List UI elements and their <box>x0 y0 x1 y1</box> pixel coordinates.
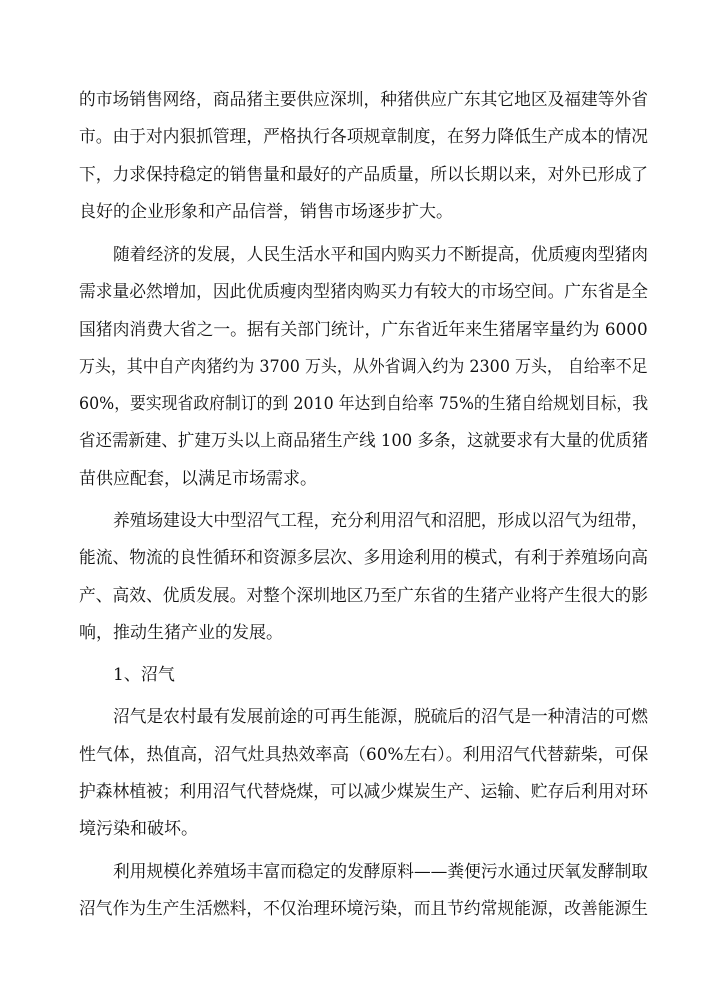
text-line: 沼气是农村最有发展前途的可再生能源，脱硫后的沼气是一种清洁的可燃 <box>113 707 649 727</box>
text-line: 市。由于对内狠抓管理，严格执行各项规章制度，在努力降低生产成本的情况 <box>79 127 648 147</box>
text-line: 利用规模化养殖场丰富而稳定的发酵原料——粪便污水通过厌氧发酵制取 <box>113 862 649 882</box>
text-line: 随着经济的发展，人民生活水平和国内购买力不断提高，优质瘦肉型猪肉 <box>113 245 649 265</box>
text-line: 能流、物流的良性循环和资源多层次、多用途利用的模式，有利于养殖场向高 <box>79 548 648 568</box>
text-line: 养殖场建设大中型沼气工程，充分利用沼气和沼肥，形成以沼气为纽带， <box>113 511 649 531</box>
text-line: 产、高效、优质发展。对整个深圳地区乃至广东省的生猪产业将产生很大的影 <box>79 586 648 606</box>
text-line: 60%，要实现省政府制订的到 2010 年达到自给率 75%的生猪自给规划目标，我 <box>79 394 649 414</box>
text-line: 需求量必然增加，因此优质瘦肉型猪肉购买力有较大的市场空间。广东省是全 <box>79 282 648 302</box>
text-line: 沼气作为生产生活燃料，不仅治理环境污染，而且节约常规能源，改善能源生 <box>79 899 648 919</box>
text-line: 境污染和破坏。 <box>79 819 198 839</box>
text-line: 苗供应配套，以满足市场需求。 <box>79 469 317 489</box>
text-line: 下，力求保持稳定的销售量和最好的产品质量，所以长期以来，对外已形成了 <box>79 165 648 185</box>
text-line: 万头，其中自产肉猪约为 3700 万头，从外省调入约为 2300 万头， 自给率不足 <box>79 357 648 377</box>
text-line: 性气体，热值高，沼气灶具热效率高（60%左右）。利用沼气代替薪柴，可保 <box>79 745 649 765</box>
section-heading: 1、沼气 <box>113 665 175 685</box>
text-line: 响，推动生猪产业的发展。 <box>79 623 283 643</box>
text-line: 的市场销售网络，商品猪主要供应深圳，种猪供应广东其它地区及福建等外省 <box>79 90 648 110</box>
text-line: 国猪肉消费大省之一。据有关部门统计，广东省近年来生猪屠宰量约为 6000 <box>79 320 648 340</box>
text-line: 省还需新建、扩建万头以上商品猪生产线 100 多条，这就要求有大量的优质猪 <box>79 431 649 451</box>
text-line: 良好的企业形象和产品信誉，销售市场逐步扩大。 <box>79 202 453 222</box>
text-line: 护森林植被；利用沼气代替烧煤，可以减少煤炭生产、运输、贮存后利用对环 <box>79 782 648 802</box>
